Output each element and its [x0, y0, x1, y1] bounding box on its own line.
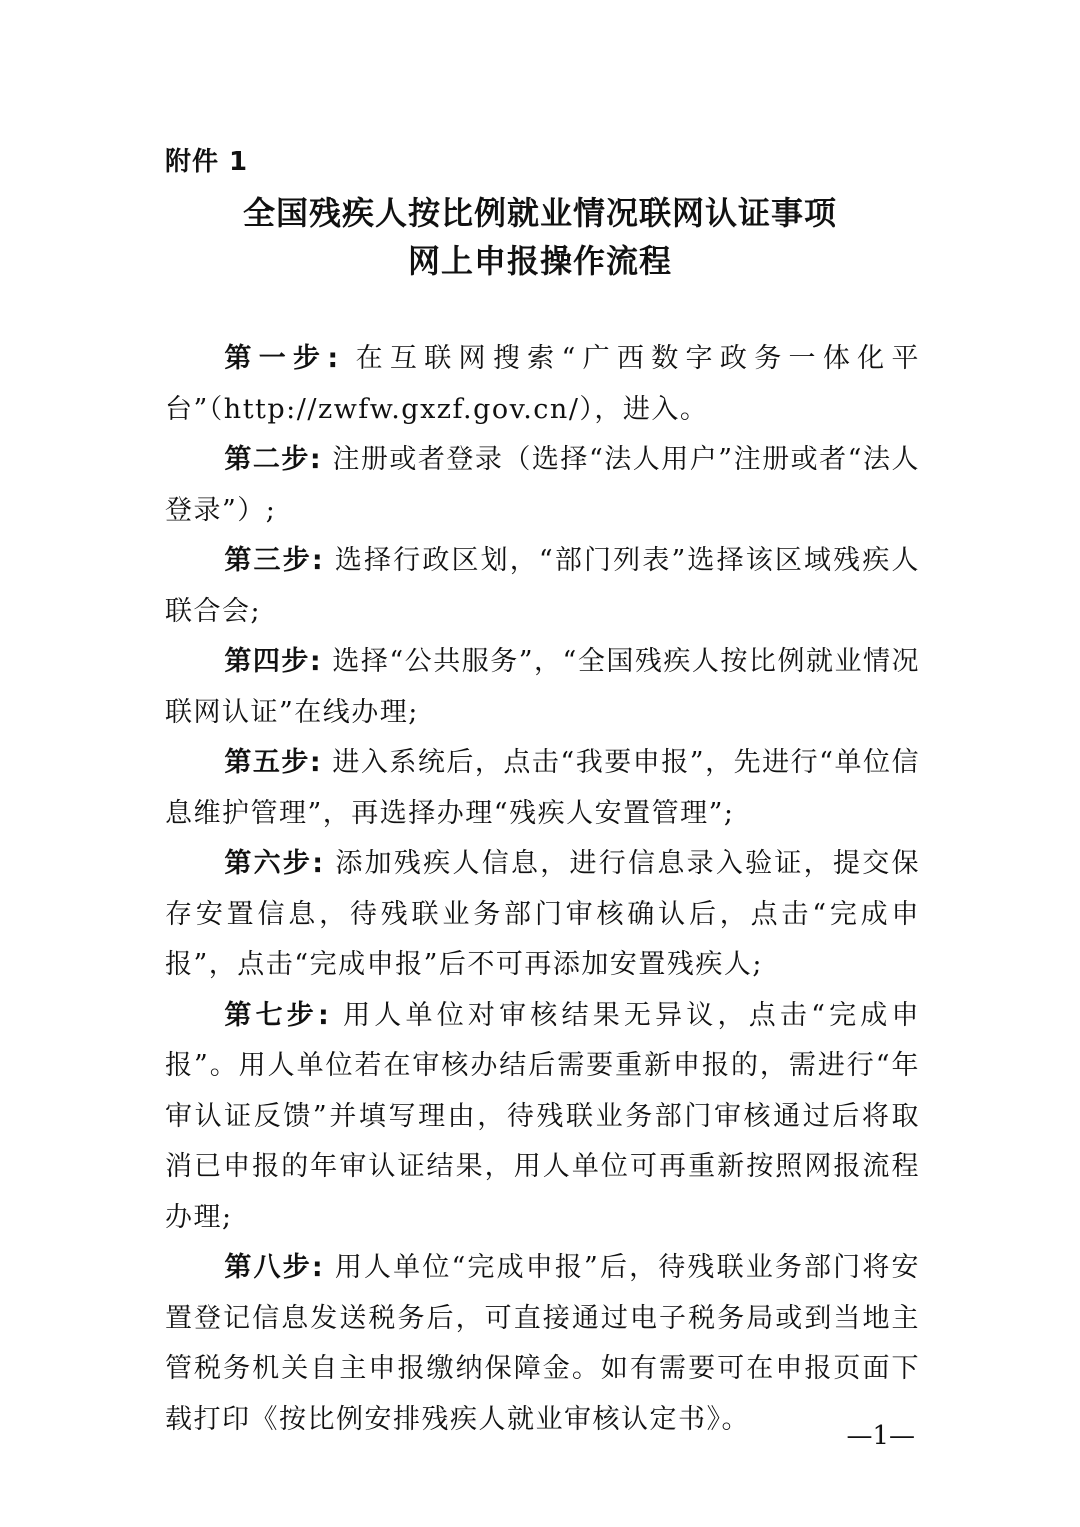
- step-text: 用人单位对审核结果无异议，点击“完成申报”。用人单位若在审核办结后需要重新申报的，需进行“年审认证反馈”并填写理由，待残联业务部门审核通过后将取消已申报的年审认证结果，用人单位可再重新按照网报流程办理;: [165, 999, 920, 1233]
- step-text: 进入系统后，点击“我要申报”，先进行“单位信息维护管理”，再选择办理“残疾人安置管理”;: [165, 747, 920, 829]
- step-paragraph-5: [165, 738, 920, 839]
- document-title-line-1: 全国残疾人按比例就业情况联网认证事项: [242, 194, 837, 232]
- step-paragraph-6: [165, 839, 920, 991]
- step-paragraph-8: [165, 1243, 920, 1445]
- page-number: —1—: [846, 1421, 915, 1451]
- document-title-line-2: 网上申报操作流程: [407, 242, 672, 280]
- step-paragraph-7: [165, 991, 920, 1244]
- step-label: 第五步:: [224, 747, 323, 778]
- step-paragraph-3: [165, 536, 920, 637]
- step-paragraph-4: [165, 637, 920, 738]
- step-paragraph-1: [165, 334, 920, 435]
- step-label: 第七步:: [224, 999, 331, 1031]
- step-text: 选择“公共服务”，“全国残疾人按比例就业情况联网认证”在线办理;: [165, 646, 920, 728]
- attachment-label: 附件 1: [165, 147, 249, 177]
- step-label: 第二步:: [224, 444, 323, 475]
- document-body: [165, 334, 920, 1445]
- step-label: 第一步:: [224, 343, 340, 374]
- step-text: 注册或者登录（选择“法人用户”注册或者“法人登录”）;: [165, 444, 920, 526]
- step-label: 第八步:: [224, 1252, 325, 1283]
- step-text: 用人单位“完成申报”后，待残联业务部门将安置登记信息发送税务后，可直接通过电子税务局或到当地主管税务机关自主申报缴纳保障金。如有需要可在申报页面下载打印《按比例安排残疾人就业审核认定书》。: [165, 1252, 920, 1435]
- step-paragraph-2: [165, 435, 920, 536]
- step-label: 第四步:: [224, 646, 323, 677]
- step-text: 在互联网搜索“广西数字政务一体化平台”（http://zwfw.gxzf.gov.cn/），进入。: [165, 343, 920, 425]
- step-label: 第三步:: [224, 545, 325, 576]
- step-label: 第六步:: [224, 848, 325, 879]
- step-text: 添加残疾人信息，进行信息录入验证，提交保存安置信息，待残联业务部门审核确认后，点击“完成申报”，点击“完成申报”后不可再添加安置残疾人;: [165, 848, 920, 980]
- step-text: 选择行政区划，“部门列表”选择该区域残疾人联合会;: [165, 545, 920, 627]
